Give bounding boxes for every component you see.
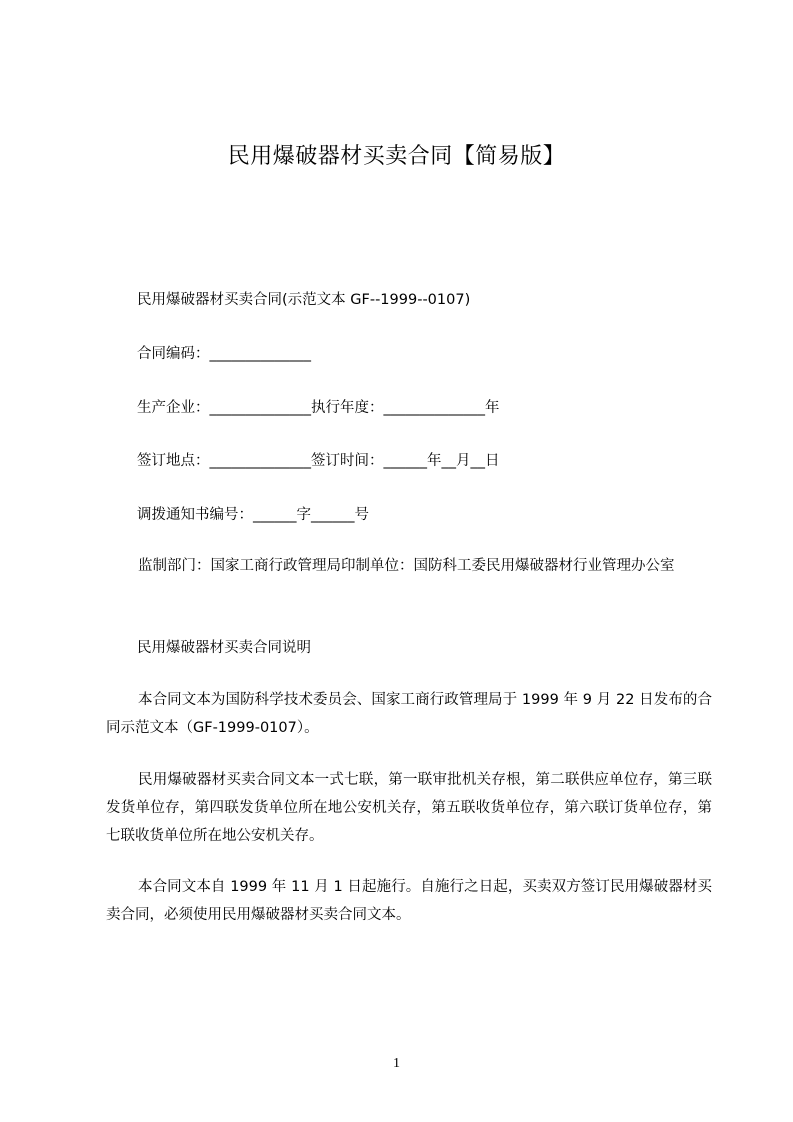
effective-date-paragraph: 本合同文本自 1999 年 11 月 1 日起施行。自施行之日起，买卖双方签订民用爆破器材买卖合同，必须使用民用爆破器材买卖合同文本。 <box>106 879 712 923</box>
allocation-notice-number-field: 调拨通知书编号：______字______号 <box>137 507 369 523</box>
signing-place-and-time-field: 签订地点：______________签订时间：______年__月__日 <box>137 453 500 469</box>
publish-paragraph: 本合同文本为国防科学技术委员会、国家工商行政管理局于 1999 年 9 月 22 日发布的合同示范文本（GF-1999-0107）。 <box>106 692 712 736</box>
explanation-heading: 民用爆破器材买卖合同说明 <box>137 640 311 656</box>
supervision-paragraph: 监制部门：国家工商行政管理局印制单位：国防科工委民用爆破器材行业管理办公室 <box>138 558 675 574</box>
copies-paragraph: 民用爆破器材买卖合同文本一式七联，第一联审批机关存根，第二联供应单位存，第三联发货单位存，第四联发货单位所在地公安机关存，第五联收货单位存，第六联订货单位存，第七联收货单位所在地公安机关存。 <box>106 772 712 844</box>
page-number: 1 <box>393 1056 400 1071</box>
page-title: 民用爆破器材买卖合同【简易版】 <box>227 144 566 169</box>
producer-and-year-field: 生产企业：______________执行年度：______________年 <box>137 400 500 416</box>
contract-number-field: 合同编码：______________ <box>137 346 311 362</box>
subtitle-line: 民用爆破器材买卖合同(示范文本 GF--1999--0107) <box>137 292 471 308</box>
